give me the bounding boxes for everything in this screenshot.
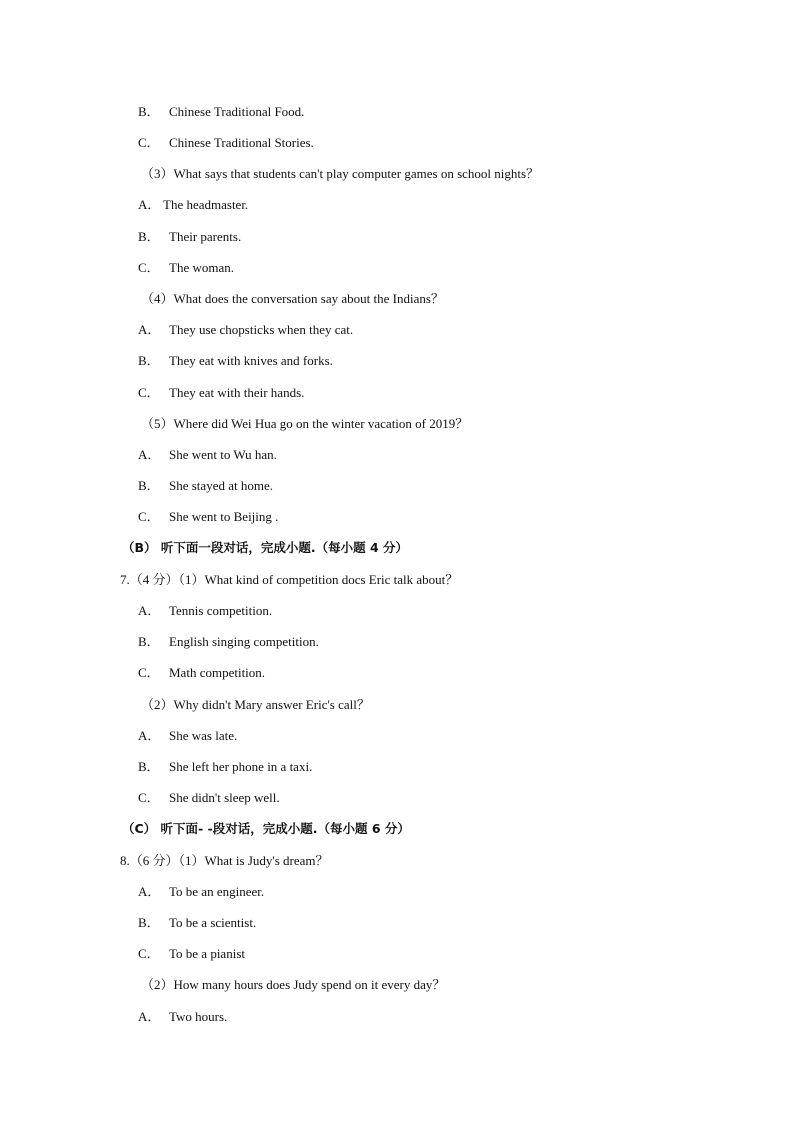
question-q6-5: （5）Where did Wei Hua go on the winter vacation of 2019？: [141, 416, 469, 431]
option-q7-2-b: [138, 759, 312, 775]
option-q6-3-a: [138, 197, 248, 213]
option-q6-3-b: [138, 229, 241, 245]
option-label: B．: [138, 915, 160, 930]
option-q8-1-a: [138, 884, 264, 900]
option-text: She left her phone in a taxi.: [169, 759, 313, 774]
option-label: A．: [138, 1009, 161, 1024]
option-label: C．: [138, 385, 160, 400]
option-q7-1-a: [138, 603, 272, 619]
option-q6-4-c: [138, 385, 304, 401]
option-q6-4-b: [138, 353, 333, 369]
option-text: She didn't sleep well.: [169, 790, 280, 805]
option-q6-3-c: [138, 260, 234, 276]
option-label: A．: [138, 197, 161, 212]
option-text: Chinese Traditional Stories.: [169, 135, 314, 150]
option-label: C．: [138, 135, 160, 150]
question-q8-1: 8.（6 分）（1）What is Judy's dream？: [120, 853, 329, 868]
option-label: B．: [138, 634, 160, 649]
section-heading-b: （B） 听下面一段对话，完成小题.（每小题 4 分）: [122, 540, 409, 555]
option-label: C．: [138, 665, 160, 680]
option-label: B．: [138, 104, 160, 119]
option-q8-1-c: [138, 946, 245, 962]
option-q6-2-b: [138, 104, 304, 120]
option-label: B．: [138, 759, 160, 774]
option-text: English singing competition.: [169, 634, 319, 649]
option-text: To be a scientist.: [169, 915, 257, 930]
option-text: They use chopsticks when they cat.: [169, 322, 354, 337]
question-q8-2: （2）How many hours does Judy spend on it every day？: [141, 977, 446, 992]
question-q6-3: （3）What says that students can't play computer games on school nights？: [141, 166, 540, 181]
option-q8-2-a: [138, 1009, 227, 1025]
option-label: A．: [138, 728, 161, 743]
option-q7-1-b: [138, 634, 319, 650]
option-label: B．: [138, 229, 160, 244]
option-label: C．: [138, 260, 160, 275]
option-text: She went to Beijing .: [169, 509, 279, 524]
option-text: Tennis competition.: [169, 603, 273, 618]
option-label: C．: [138, 946, 160, 961]
option-text: They eat with their hands.: [169, 385, 305, 400]
option-text: She stayed at home.: [169, 478, 273, 493]
option-q6-2-c: [138, 135, 314, 151]
option-label: A．: [138, 447, 161, 462]
option-text: To be a pianist: [169, 946, 245, 961]
option-label: B．: [138, 478, 160, 493]
option-label: B．: [138, 353, 160, 368]
option-text: Math competition.: [169, 665, 266, 680]
option-label: C．: [138, 790, 160, 805]
option-text: They eat with knives and forks.: [169, 353, 333, 368]
option-label: C．: [138, 509, 160, 524]
option-q6-5-b: [138, 478, 273, 494]
option-q7-1-c: [138, 665, 265, 681]
question-q7-2: （2）Why didn't Mary answer Eric's call？: [141, 697, 370, 712]
option-q6-5-a: [138, 447, 277, 463]
option-text: Two hours.: [169, 1009, 228, 1024]
option-label: A．: [138, 603, 161, 618]
option-text: She was late.: [169, 728, 238, 743]
question-q6-4: （4）What does the conversation say about the Indians？: [141, 291, 444, 306]
option-q7-2-c: [138, 790, 280, 806]
option-text: Chinese Traditional Food.: [169, 104, 305, 119]
option-q6-4-a: [138, 322, 353, 338]
option-text: She went to Wu han.: [169, 447, 277, 462]
option-text: The woman.: [169, 260, 234, 275]
option-text: Their parents.: [169, 229, 242, 244]
option-label: A．: [138, 884, 161, 899]
option-q7-2-a: [138, 728, 237, 744]
option-q6-5-c: [138, 509, 278, 525]
option-q8-1-b: [138, 915, 256, 931]
option-text: To be an engineer.: [169, 884, 265, 899]
option-label: A．: [138, 322, 161, 337]
option-text: The headmaster.: [163, 197, 249, 212]
question-q7-1: 7.（4 分）（1）What kind of competition docs Eric talk about？: [120, 572, 459, 587]
section-heading-c: （C） 听下面- -段对话，完成小题.（每小题 6 分）: [122, 821, 410, 836]
